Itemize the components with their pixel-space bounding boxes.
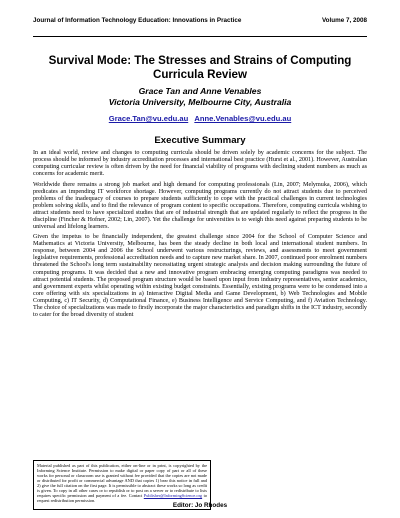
copyright-suffix: to request redistribution permission. bbox=[37, 493, 208, 504]
email-link-tan[interactable]: Grace.Tan@vu.edu.au bbox=[108, 114, 189, 123]
summary-paragraph: In an ideal world, review and changes to computing curricula should be driven solely by academic concerns for the subject. The process should be informed by industry accreditation processes and international best practice (Hurst et al., 2001). However, Australian computing curricular review is often driven by the need for financial viability of programs with declining student numbers as much as concerns for academic merit. bbox=[33, 150, 367, 178]
publisher-email-link[interactable]: Publisher@InformingScience.org bbox=[143, 493, 203, 499]
journal-name: Journal of Information Technology Education: Innovations in Practice bbox=[33, 17, 242, 24]
copyright-text: Material published as part of this publication, either on-line or in print, is copyrighted by the Informing Science Institute. Permission to make digital or paper copy of part or all of these works for personal or classroom use is granted without fee provided that the copies are not made or distributed for profit or commercial advantage AND that copies 1) bear this notice in full and 2) give the full citation on the first page. It is permissible to abstract these works so long as credit is given. To copy in all other cases or to republish or to post on a server or to redistribute to lists requires specific permission and payment of a fee. Contact bbox=[37, 463, 207, 499]
author-emails bbox=[33, 114, 367, 123]
author-affiliation: Victoria University, Melbourne City, Australia bbox=[108, 97, 292, 107]
paper-title: Survival Mode: The Stresses and Strains of Computing Curricula Review bbox=[48, 54, 352, 81]
email-link-venables[interactable]: Anne.Venables@vu.edu.au bbox=[194, 114, 292, 123]
header-rule bbox=[33, 36, 367, 37]
section-heading: Executive Summary bbox=[154, 135, 246, 146]
volume-label: Volume 7, 2008 bbox=[321, 17, 367, 24]
author-block bbox=[33, 86, 367, 108]
author-names: Grace Tan and Anne Venables bbox=[138, 86, 262, 96]
editor-credit: Editor: Jo Rhodes bbox=[172, 502, 228, 509]
summary-paragraph: Given the impetus to be financially independent, the greatest challenge since 2004 for the School of Computer Science and Mathematics at Victoria University, Melbourne, has been the steady decline in both local and international student numbers. In response, between 2004 and 2006 the School underwent various restructurings, reviews, and assessments to meet government legislative requirements, professional accreditation needs and to capture new market share. In 2007, continued poor enrolment numbers threatened the School's long term sustainability necessitating urgent strategic analysis and decision making surrounding the future of computing programs. It was decided that a new and innovative program embracing emerging computing paradigms was needed to attract potential students. The proposed program structure would be based upon input from industry representatives, senior academics, and government experts whilst operating within existing budget constraints. Essentially, existing programs were to be condensed into a core offering with six specializations in a) Interactive Digital Media and Game Development, b) Web Technologies and Mobile Computing, c) IT Security, d) Computational Finance, e) Business Intelligence and Service Computing, and f) Aviation Technology. The choice of specializations was made to firstly incorporate the major characteristics and paradigm shifts in the ICT industry, secondly to cater for the broad diversity of student bbox=[33, 234, 367, 318]
summary-body bbox=[33, 150, 367, 319]
summary-paragraph: Worldwide there remains a strong job market and high demand for computing professionals (Lin, 2007; Melymuka, 2006), which predicates an impending IT workforce shortage. However, computing programs currently do not attract students due to perceived problems of the inadequacy of courses to prepare students sufficiently to cope with the practical challenges in current technologies problem solving skills, and to find the relevance of program content to specific occupations. Therefore, computing curricula wishing to attract students need to have specialized studies that are of industrial strength that are updated regularly to reflect the progress in the discipline (Fincher & Hofner, 2002; Lin, 2007). Yet the challenge for universities is to weigh this need against preparing students to be universal and lifelong learners. bbox=[33, 181, 367, 230]
